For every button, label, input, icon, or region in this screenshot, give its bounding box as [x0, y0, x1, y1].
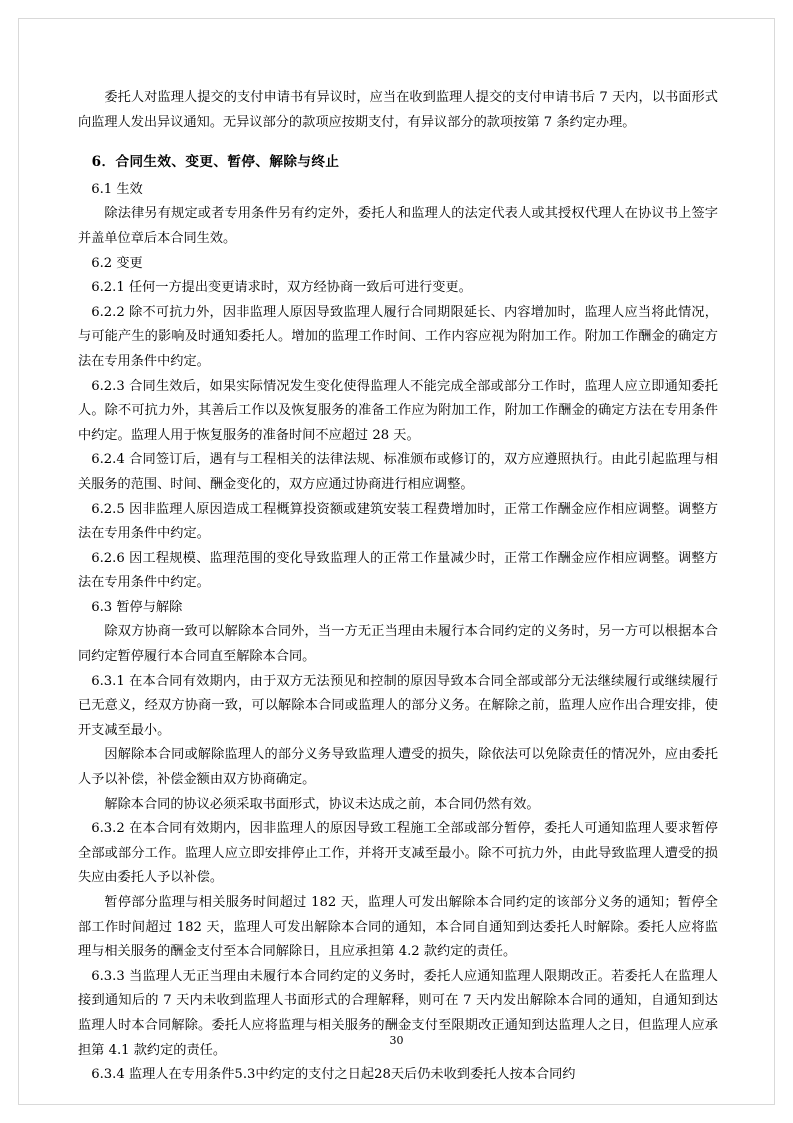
clause-6-2-6: 6.2.6 因工程规模、监理范围的变化导致监理人的正常工作量减少时，正常工作酬金应作相应调整。调整方法在专用条件中约定。 [78, 550, 718, 591]
clause-6-2-3: 6.2.3 合同生效后，如果实际情况发生变化使得监理人不能完成全部或部分工作时，监理人应立即通知委托人。除不可抗力外，其善后工作以及恢复服务的准备工作应为附加工作，附加工作酬金的确定方法在专用条件中约定。监理人用于恢复服务的准备时间不应超过 28 天。 [78, 378, 718, 443]
section-6-3-title: 6.3 暂停与解除 [91, 599, 183, 615]
page-number: 30 [389, 1034, 404, 1047]
clause-6-3-1: 6.3.1 在本合同有效期内，由于双方无法预见和控制的原因导致本合同全部或部分无法继续履行或继续履行已无意义，经双方协商一致，可以解除本合同或监理人的部分义务。在解除之前，监理人应作出合理安排，使开支减至最小。 [78, 673, 718, 738]
clause-6-2-4: 6.2.4 合同签订后，遇有与工程相关的法律法规、标准颁布或修订的，双方应遵照执行。由此引起监理与相关服务的范围、时间、酬金变化的，双方应通过协商进行相应调整。 [78, 452, 718, 492]
section-6-2-title: 6.2 变更 [91, 255, 143, 271]
clause-6-3-1-sub-a: 因解除本合同或解除监理人的部分义务导致监理人遭受的损失，除依法可以免除责任的情况外，应由委托人予以补偿，补偿金额由双方协商确定。 [78, 747, 718, 788]
clause-6-3-2-sub-a: 暂停部分监理与相关服务时间超过 182 天，监理人可发出解除本合同约定的该部分义务的通知；暂停全部工作时间超过 182 天，监理人可发出解除本合同的通知，本合同自通知到达委托人时解除。委托人应将监理与相关服务的酬金支付至本合同解除日，且应承担第 4.2 款约定的责任。 [78, 895, 718, 960]
clause-6-3-4: 6.3.4 监理人在专用条件5.3中约定的支付之日起28天后仍未收到委托人按本合同约 [91, 1067, 576, 1083]
clause-6-3-2: 6.3.2 在本合同有效期内，因非监理人的原因导致工程施工全部或部分暂停，委托人可通知监理人要求暂停全部或部分工作。监理人应立即安排停止工作，并将开支减至最小。除不可抗力外，由此导致监理人遭受的损失应由委托人予以补偿。 [78, 821, 718, 886]
clause-6-3-3: 6.3.3 当监理人无正当理由未履行本合同约定的义务时，委托人应通知监理人限期改正。若委托人在监理人接到通知后的 7 天内未收到监理人书面形式的合理解释，则可在 7 天内发出解除本合同的通知，自通知到达监理人时本合同解除。委托人应将监理与相关服务的酬金支付至限期改正通知到达监理人之日，但监理人应承担第 4.1 款约定的责任。 [78, 968, 718, 1058]
clause-6-3-1-sub-b: 解除本合同的协议必须采取书面形式，协议未达成之前，本合同仍然有效。 [104, 796, 540, 812]
section-6-1-title: 6.1 生效 [91, 181, 143, 197]
clause-6-2-2: 6.2.2 除不可抗力外，因非监理人原因导致监理人履行合同期限延长、内容增加时，监理人应当将此情况，与可能产生的影响及时通知委托人。增加的监理工作时间、工作内容应视为附加工作。附加工作酬金的确定方法在专用条件中约定。 [78, 304, 718, 369]
paragraph-opening: 委托人对监理人提交的支付申请书有异议时，应当在收到监理人提交的支付申请书后 7 天内，以书面形式向监理人发出异议通知。无异议部分的款项应按期支付，有异议部分的款项按第 7 条约定办理。 [78, 90, 718, 130]
document-body [78, 86, 718, 1088]
paragraph-6-1-body: 除法律另有规定或者专用条件另有约定外，委托人和监理人的法定代表人或其授权代理人在协议书上签字并盖单位章后本合同生效。 [78, 206, 718, 246]
clause-6-2-1: 6.2.1 任何一方提出变更请求时，双方经协商一致后可进行变更。 [91, 280, 472, 296]
clause-6-2-5: 6.2.5 因非监理人原因造成工程概算投资额或建筑安装工程费增加时，正常工作酬金应作相应调整。调整方法在专用条件中约定。 [78, 501, 718, 542]
section-heading-6: 6．合同生效、变更、暂停、解除与终止 [91, 154, 340, 171]
paragraph-6-3-body: 除双方协商一致可以解除本合同外，当一方无正当理由未履行本合同约定的义务时，另一方可以根据本合同约定暂停履行本合同直至解除本合同。 [78, 624, 718, 665]
